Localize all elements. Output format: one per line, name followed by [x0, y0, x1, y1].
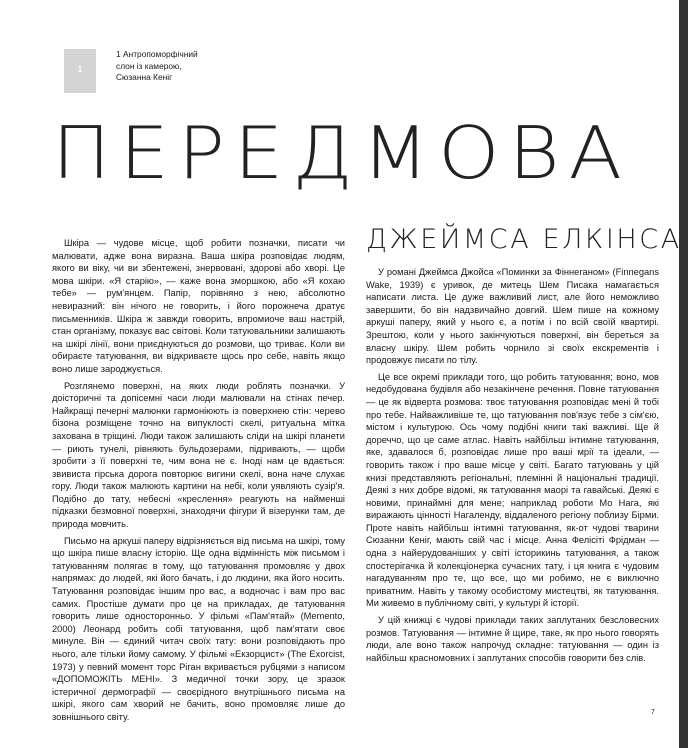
- paragraph: У романі Джеймса Джойса «Поминки за Фіннеганом» (Finnegans Wake, 1939) є уривок, де митець Шем Писака намагається написати листа. Це дуже важливий лист, але його неможливо завершити, бо він надзвичайно довгий. Шем пише на кожному аркуші паперу, який у нього є, а потім і по всій своїй квартирі. Зрештою, коли у нього закінчуються поверхні, він береться за власну шкіру. Шем робить чорнило зі своїх екскрементів і продовжує писати по тілу.: [366, 267, 659, 366]
- right-text-column: [366, 266, 659, 668]
- paragraph: Це все окремі приклади того, що робить татуювання; воно, мов недобудована будівля або незакінчене речення. Повне татуювання — це як відверта розмова: твоє татуювання розповідає мені й тобі про тебе. Найважливіше те, що татуювання пов'язує тебе з сім'єю, містом і культурою. Ось чому подібні книги такі важливі. Ще й дореччо, що це саме атлас. Навіть найбільш інтимне татуювання, яке, здавалося б, розповідає лише про ваші мрії та ідеали, — говорить також і про ваше місце у світі. Багато татуювань у цій книзі представляють регіональні, племінні й національні традиції. Деякі з них добре відомі, як татуювання маорі та гавайські. Деякі є новими, принаймні для мене; наприклад роботи Мо Нага, які виражають цінності Нагаленду, віддаленого регіону поблизу Бірми. Проте навіть найбільш інтимні татуювання, як-от чудові тварини Сюзанни Кеніг, мають свій час і місце. Анна Фелісіті Фрідман — одна з найерудованіших у світі історикинь татуювання, а також спостерігачка й колекціонерка сучасних тату, і ця книга є чудовим нагадуванням про те, що все, що ми робимо, не є виключно приватним. Навіть у такому особистому мистецтві, як татуювання. Ми живемо в публічному світі, у культурі й історії.: [366, 371, 659, 609]
- paragraph: Розглянемо поверхні, на яких люди роблять позначки. У доісторичні та допісемні часи люди малювали на стінах печер. Найкращі печерні малюнки гармоніюють із поверхнею стін: черево бізона розміщене точно на випуклості скелі, ритуальна мітка захована в тріщині. Люди також залишають сліди на шкірі планети — риють тунелі, рівняють бульдозерами, підривають, — щоби зробити з її поверхні те, чим вона не є. Іноді нам це вдається: звивиста гірська дорога повторює вигини скелі, вона наче слухає гору. Люди також малюють картини на небі, коли уявляють сузір'я. Подібно до тату, небесні «креслення» реагують на найменші підказки безмовної поверхні, знаходячи фігури й візерунки там, де природа мовчить.: [52, 380, 345, 530]
- page-title: ПЕРЕДМОВА: [52, 112, 631, 196]
- marker-number: 1: [77, 65, 83, 74]
- paragraph: Шкіра — чудове місце, щоб робити позначки, писати чи малювати, адже вона виразна. Ваша шкіра розповідає людям, якого ви віку, чи ви збентежені, знервовані, здорові або хворі. Це мова шкіри. «Я старію», — каже вона зморшкою, або «Я кохаю тебе» — рум'янцем. Папір, порівняно з нею, абсолютно невиразний: він нічого не говорить, і його порожнеча дратує письменників. Шкіра ж завжди говорить, впромиоче ваш настрій, стан організму, показує вас світові. Коли татуювальники залишають на шкірі лінії, вони приєднуються до розмови, що триває. Коли ви обираєте татуювання, ви відкриваєте щось про себе, навіть якщо воно лише зароджується.: [52, 238, 345, 374]
- caption-text: Антропоморфічний слон із камерою, Сюзанна Кеніг: [116, 49, 198, 83]
- left-text-column: [52, 237, 345, 728]
- paragraph: У цій книжці є чудові приклади таких заплутаних безсловесних розмов. Татуювання — інтимне й щире, таке, як про нього говорять люди, але воно також напрочуд складне: татуювання — один із найбільш красномовних і заплутаних способів говорити без слів.: [366, 615, 659, 663]
- image-reference-marker: [64, 49, 96, 93]
- page-number: 7: [651, 709, 655, 716]
- image-caption: [116, 49, 246, 84]
- page-edge-bar: [679, 0, 688, 748]
- paragraph: Письмо на аркуші паперу відрізняється від письма на шкірі, тому що шкіра пише власну історію. Ще одна відмінність між письмом і татуюванням полягає в тому, що татуювання промовляє у двох напрямах: до людей, які його бачать, і до людини, яка його носить. Татуювання розповідає іншим про вас, а водночас і вам про вас самих. Простіше думати про це на прикладах, де татуювання говорить лише односторонньо. У фільмі «Пам'ятай» (Memento, 2000) Леонард робить собі татуювання, щоб пам'ятати своє минуле. Він — єдиний читач своїх тату: вони розповідають про нього, але тільки йому самому. У фільмі «Екзорцист» (The Exorcist, 1973) у певний момент торс Ріган вкривається рубцями з написом «ДОПОМОЖІТЬ МЕНІ». З медичної точки зору, це зразок істеричної дермографії — своєрідного внутрішнього письма на шкірі, якого сам хворий не бачить, воно промовляє лише до зовнішнього світу.: [52, 535, 345, 722]
- page-subtitle: ДЖЕЙМСА ЕЛКІНСА: [366, 224, 682, 255]
- caption-number: 1: [116, 49, 121, 59]
